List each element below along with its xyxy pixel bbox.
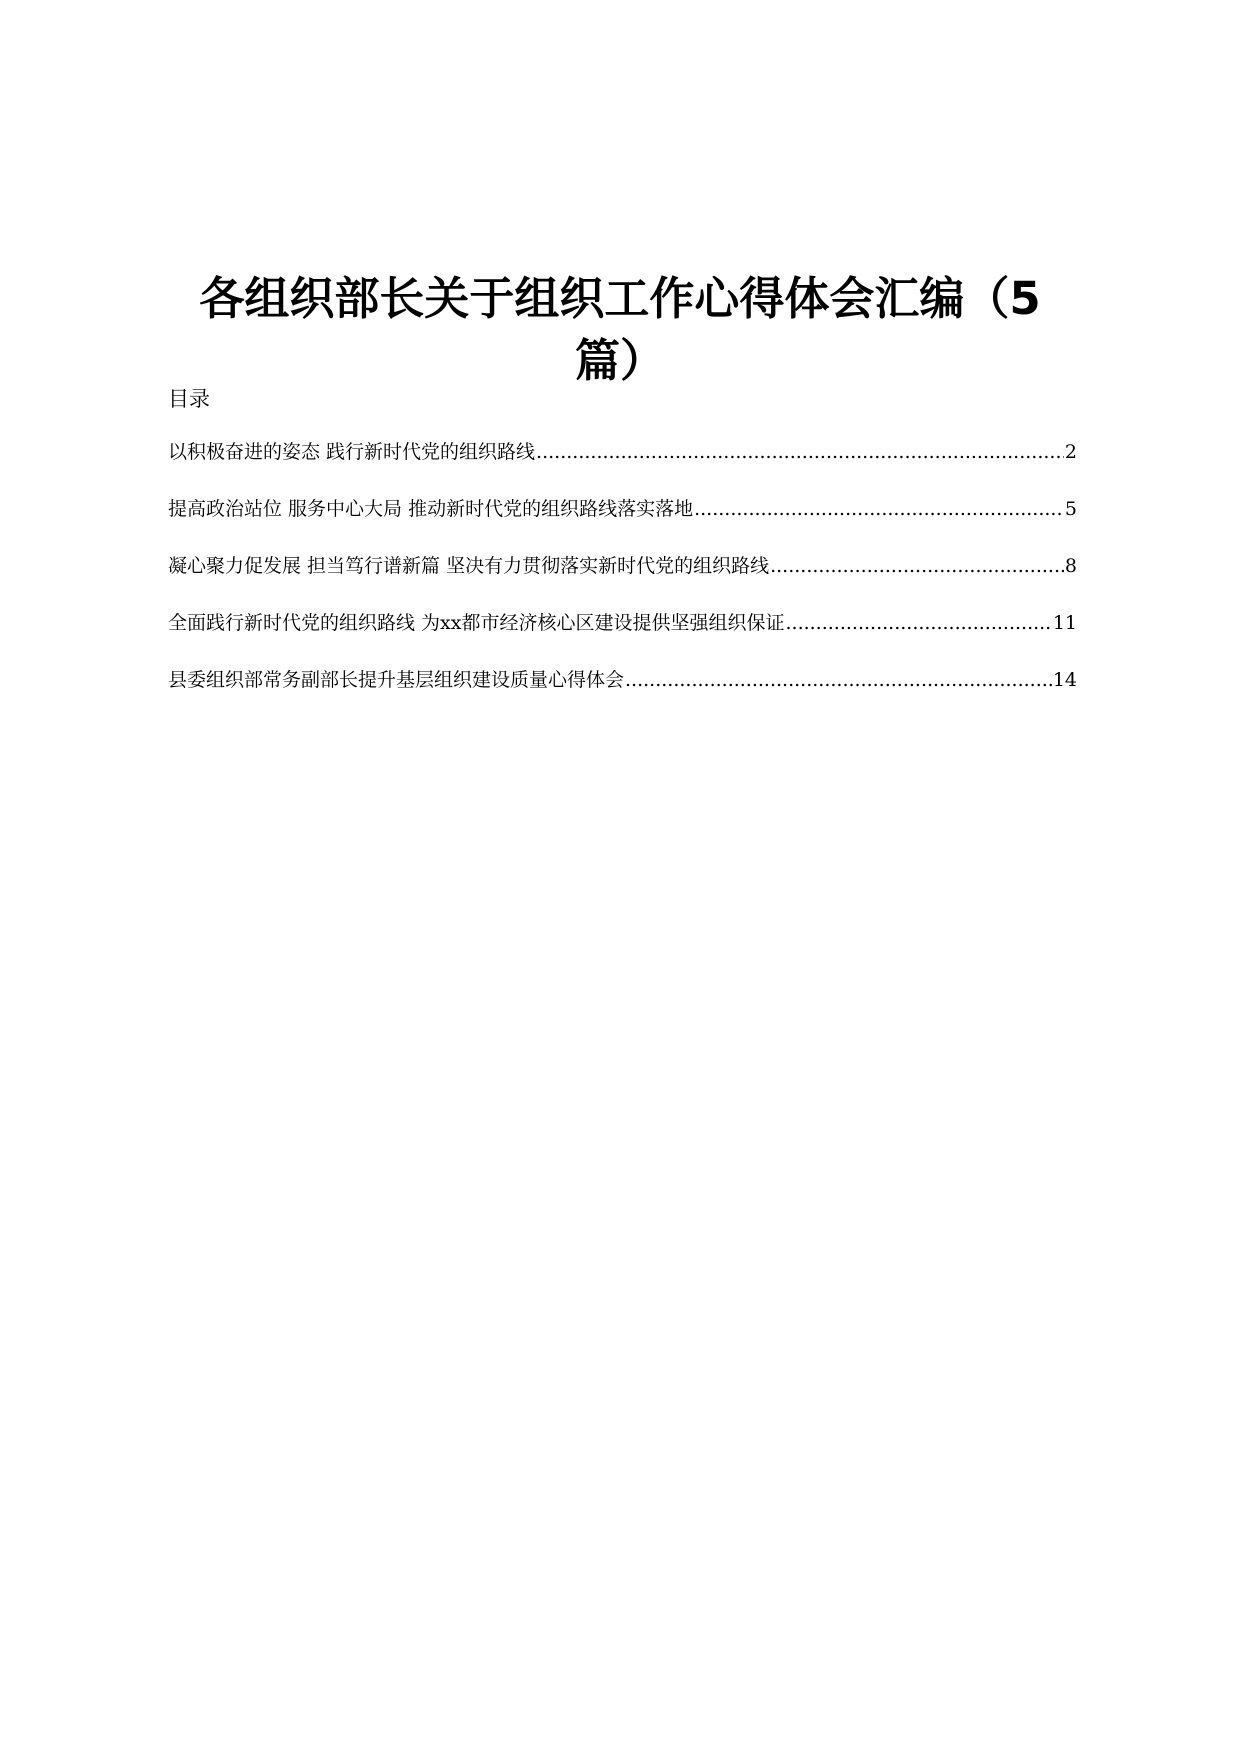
toc-entry-title: 以积极奋进的姿态 践行新时代党的组织路线	[168, 441, 536, 463]
toc-page-number: 14	[1052, 669, 1077, 691]
document-title: 各组织部长关于组织工作心得体会汇编（5篇）	[199, 272, 1041, 388]
toc-page-number: 2	[1064, 441, 1077, 463]
toc-entry-title: 全面践行新时代党的组织路线 为xx都市经济核心区建设提供坚强组织保证	[168, 612, 785, 634]
toc-page-number: 8	[1064, 555, 1077, 577]
toc-page-number: 5	[1064, 498, 1077, 520]
dot-leader	[536, 438, 1064, 466]
dot-leader	[770, 552, 1064, 580]
toc-entry-1[interactable]	[168, 438, 1077, 495]
toc-heading: 目录	[168, 387, 210, 411]
table-of-contents	[168, 438, 1077, 723]
toc-entry-2[interactable]	[168, 495, 1077, 552]
dot-leader	[694, 495, 1064, 523]
toc-page-number: 11	[1052, 612, 1077, 634]
dot-leader	[785, 609, 1051, 637]
toc-entry-title: 县委组织部常务副部长提升基层组织建设质量心得体会	[168, 669, 625, 691]
toc-entry-title: 凝心聚力促发展 担当笃行谱新篇 坚决有力贯彻落实新时代党的组织路线	[168, 555, 770, 577]
toc-entry-4[interactable]	[168, 609, 1077, 666]
dot-leader	[625, 666, 1052, 694]
toc-entry-title: 提高政治站位 服务中心大局 推动新时代党的组织路线落实落地	[168, 498, 694, 520]
toc-entry-3[interactable]	[168, 552, 1077, 609]
toc-entry-5[interactable]	[168, 666, 1077, 723]
